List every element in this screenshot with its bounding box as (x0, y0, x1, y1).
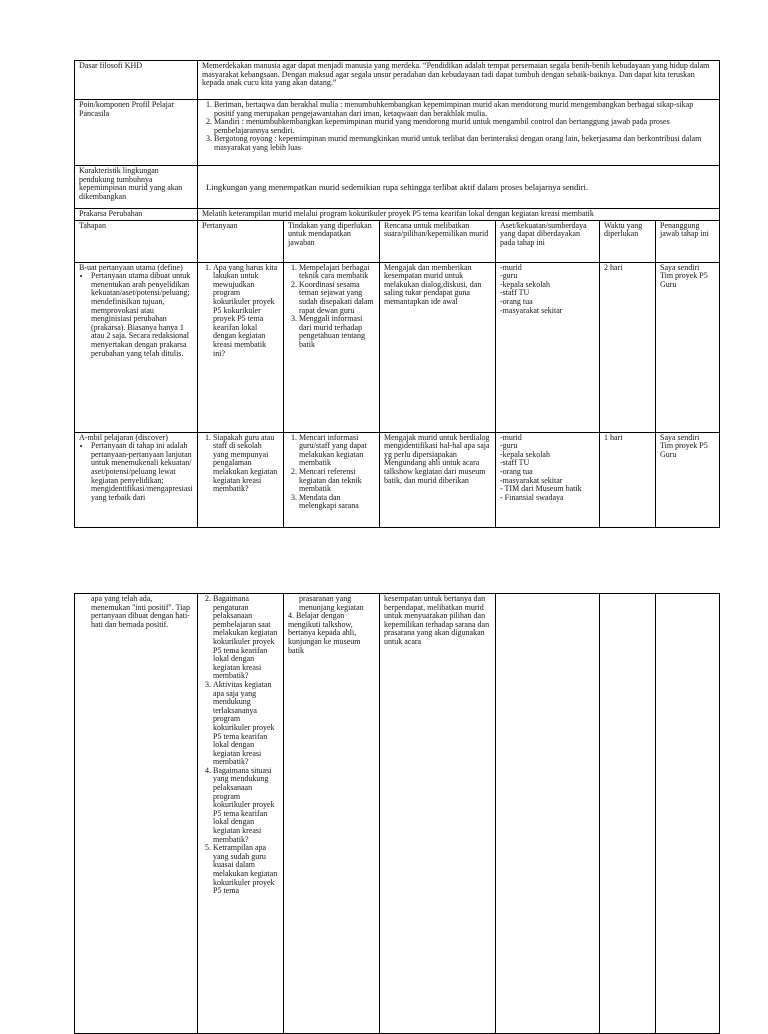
label-prakarsa: Prakarsa Perubahan (75, 209, 198, 221)
reflection-table-continued (74, 593, 720, 1034)
stage-a-questions-cont (202, 595, 279, 896)
question-item: 1. Apa yang harus kita lakukan untuk mewujudkan program kokurikuler proyek P5 kokurikuler proyek P5 tema kearifan lokal dengan kegiatan kreasi membatik ini? (213, 264, 279, 359)
row-stage-a-continued (75, 594, 720, 1034)
stage-a-waktu: 1 hari (600, 432, 656, 527)
value-karakteristik: Lingkungan yang menempatkan murid sedemikian rupa sehingga terlibat aktif dalam proses belajarnya sendiri. (198, 166, 720, 209)
page-fragment-1 (74, 60, 719, 528)
question-item: 1. Siapakah guru atau staff di sekolah yang mempunyai pengalaman melakukan kegiatan kegiatan kreasi membatik? (213, 434, 279, 494)
label-dasar-filosofi: Dasar filosofi KHD (75, 61, 198, 100)
profil-item: 2. Mandiri : menumbuhkembangkan kepemimpinan murid yang mendorong murid untuk mengambil control dan bertanggung jawab pada proses pembelajarannya sendiri. (214, 118, 715, 135)
profil-list (202, 101, 715, 153)
stage-b-title: B-uat pertanyaan utama (define) (79, 262, 183, 272)
row-stage-b (75, 262, 720, 432)
stage-b-actions (288, 264, 375, 350)
profil-item: 1. Beriman, bertaqwa dan berakhal mulia : menumbuhkembangkan kepemimpinan murid akan mendorong murid mengembangkan berbagai sikap-sikap positif yang merupakan pengejawantahan dari iman, ketaqwaan dan berakhlak mulia. (214, 101, 715, 118)
action-item: 3. Menggali informasi dari murid terhadap pengetahuan tentang batik (299, 315, 375, 349)
stage-a-bullet: • Pertanyaan di tahap ini adalah pertanyaan-pertanyaan lanjutan untuk menemukenali kekuatan/ aset/potensi/peluang lewat kegiatan penyelidikan; mengidentifikasi/mengapresiasi yang terbaik dari (91, 442, 193, 502)
value-prakarsa: Melatih keterampilan murid melalui program kokurikuler proyek P5 tema kearifan lokal dengan kegiatan kreasi membatik (198, 209, 720, 221)
stage-a-penanggung-jawab-cont (656, 594, 720, 1034)
action-item: 2. Mencari referensi kegiatan dan teknik membatik (299, 468, 375, 494)
value-profil-pancasila (198, 100, 720, 166)
stage-b-aset: -murid -guru -kepala sekolah -staff TU -orang tua -masyarakat sekitar (496, 262, 600, 432)
stage-a-pertanyaan (198, 432, 284, 527)
stage-b-tindakan (284, 262, 380, 432)
reflection-table (74, 60, 720, 528)
row-karakteristik (75, 166, 720, 209)
header-aset: Aset/kekuatan/sumberdaya yang dapat diberdayakan pada tahap ini (496, 220, 600, 262)
row-profil-pancasila (75, 100, 720, 166)
header-pertanyaan: Pertanyaan (198, 220, 284, 262)
stage-a-rencana-cont: kesempatan untuk bertanya dan berpendapat, melibatkan murid untuk menyuarakan pilihan dan kepemilikan terhadap sarana dan prasarana yang akan digunakan untuk acara (380, 594, 496, 1034)
stage-a-questions (202, 434, 279, 494)
stage-b-bullets (79, 272, 193, 358)
stage-a-bullets (79, 442, 193, 502)
action-item: 4. Belajar dengan mengikuti talkshow, bertanya kepada ahli, kunjungan ke museum batik (288, 611, 361, 655)
row-stage-a (75, 432, 720, 527)
header-tahapan: Tahapan (75, 220, 198, 262)
page-fragment-2 (74, 593, 719, 1034)
stage-b-bullet: • Pertanyaan utama dibuat untuk menentukan arah penyelidikan kekuatan/aset/potensi/peluang; mendefinisikan tujuan, memprovokasi atau menginisiasi perubahan (prakarsa). Biasanya hanya 1 atau 2 saja. Secara redaksional menyertakan dengan prakarsa perubahan yang telah ditulis. (91, 272, 193, 358)
stage-a-tahapan (75, 432, 198, 527)
question-item: 2. Bagaimana pengaturan pelaksanaan pembelajaran saat melakukan kegiatan kokurikuler proyek P5 tema kearifan lokal dengan kegiatan kreasi membatik? (213, 595, 279, 681)
question-item: 4. Bagaimana situasi yang mendukung pelaksanaan program kokurikuler proyek P5 tema kearifan lokal dengan kegiatan kreasi membatik? (213, 767, 279, 844)
header-waktu: Waktu yang diperlukan (600, 220, 656, 262)
stage-a-aset-cont (496, 594, 600, 1034)
stage-a-title: A-mbil pelajaran (discover) (79, 432, 168, 442)
stage-a-waktu-cont (600, 594, 656, 1034)
stage-a-penanggung-jawab: Saya sendiri Tim proyek P5 Guru (656, 432, 720, 527)
header-row (75, 220, 720, 262)
question-item: 3. Aktivitas kegiatan apa saja yang mendukung terlaksananya program kokurikuler proyek P5 tema kearifan lokal dengan kegiatan kreasi membatik? (213, 681, 279, 767)
stage-a-pertanyaan-cont (198, 594, 284, 1034)
action-item: 1. Mencari informasi guru/staff yang dapat melakukan kegiatan membatik (299, 434, 375, 468)
stage-b-penanggung-jawab: Saya sendiri Tim proyek P5 Guru (656, 262, 720, 432)
header-tindakan: Tindakan yang diperlukan untuk mendapatkan jawaban (284, 220, 380, 262)
stage-b-questions (202, 264, 279, 359)
stage-b-rencana: Mengajak dan memberikan kesempatan murid untuk melakukan dialog,diskusi, dan saling tukar pendapat guna memantapkan ide awal (380, 262, 496, 432)
action-item: 3. Mendata dan melengkapi sarana (299, 494, 375, 511)
stage-b-tahapan (75, 262, 198, 432)
header-rencana: Rencana untuk melibatkan suara/pilihan/kepemilikan murid (380, 220, 496, 262)
label-karakteristik: Karakteristik lingkungan pendukung tumbuhnya kepemimpinan murid yang akan dikembangkan (75, 166, 198, 209)
stage-b-pertanyaan (198, 262, 284, 432)
stage-a-rencana: Mengajak murid untuk berdialog mengidentifikasi hal-hal apa saja yg perlu dipersiapakan Mengundang ahli untuk acara talkshow kegiatan dari museum batik, dan murid diberikan (380, 432, 496, 527)
value-dasar-filosofi: Memerdekakan manusia agar dapat menjadi manusia yang merdeka. “Pendidikan adalah tempat persemaian segala benih-benih kebudayaan yang hidup dalam masyarakat kebangsaan. Dengan maksud agar segala unsur peradaban dan kebudayaan tadi dapat tumbuh dengan sebaik-baiknya. Dan dapat kita teruskan kepada anak cucu kita yang akan datang.” (198, 61, 720, 100)
row-prakarsa (75, 209, 720, 221)
stage-a-actions (288, 434, 375, 511)
action-item-cont: prasaranan yang menunjang kegiatan (299, 594, 364, 612)
question-item: 5. Ketrampilan apa yang sudah guru kuasai dalam melakukan kegiatan kokurikuler proyek P5 tema (213, 844, 279, 896)
stage-a-tahapan-cont: apa yang telah ada, menemukan "inti positif". Tiap pertanyaan dibuat dengan hati-hati dan bernada positif. (75, 594, 198, 1034)
row-dasar-filosofi (75, 61, 720, 100)
stage-a-tindakan-cont (284, 594, 380, 1034)
label-profil-pancasila: Poin/komponen Profil Pelajar Pancasila (75, 100, 198, 166)
stage-a-aset: -murid -guru -kepala sekolah -staff TU -orang tua -masyarakat sekitar - TIM dari Museum batik - Finansial swadaya (496, 432, 600, 527)
stage-b-waktu: 2 hari (600, 262, 656, 432)
header-penanggung-jawab: Penanggung jawab tahap ini (656, 220, 720, 262)
action-item: 1. Mempelajari berbagai teknik cara membatik (299, 264, 375, 281)
stage-a-tindakan (284, 432, 380, 527)
profil-item: 3. Bergotong royong : kepemimpinan murid memungkinkan murid untuk terlibat dan berinteraksi dengan orang lain, bekerjasama dan berkontribusi dalam masyarakat yang lebih luas (214, 135, 715, 152)
action-item: 2. Koordinasi sesama teman sejawat yang sudah disepakati dalam rapat dewan guru (299, 281, 375, 315)
